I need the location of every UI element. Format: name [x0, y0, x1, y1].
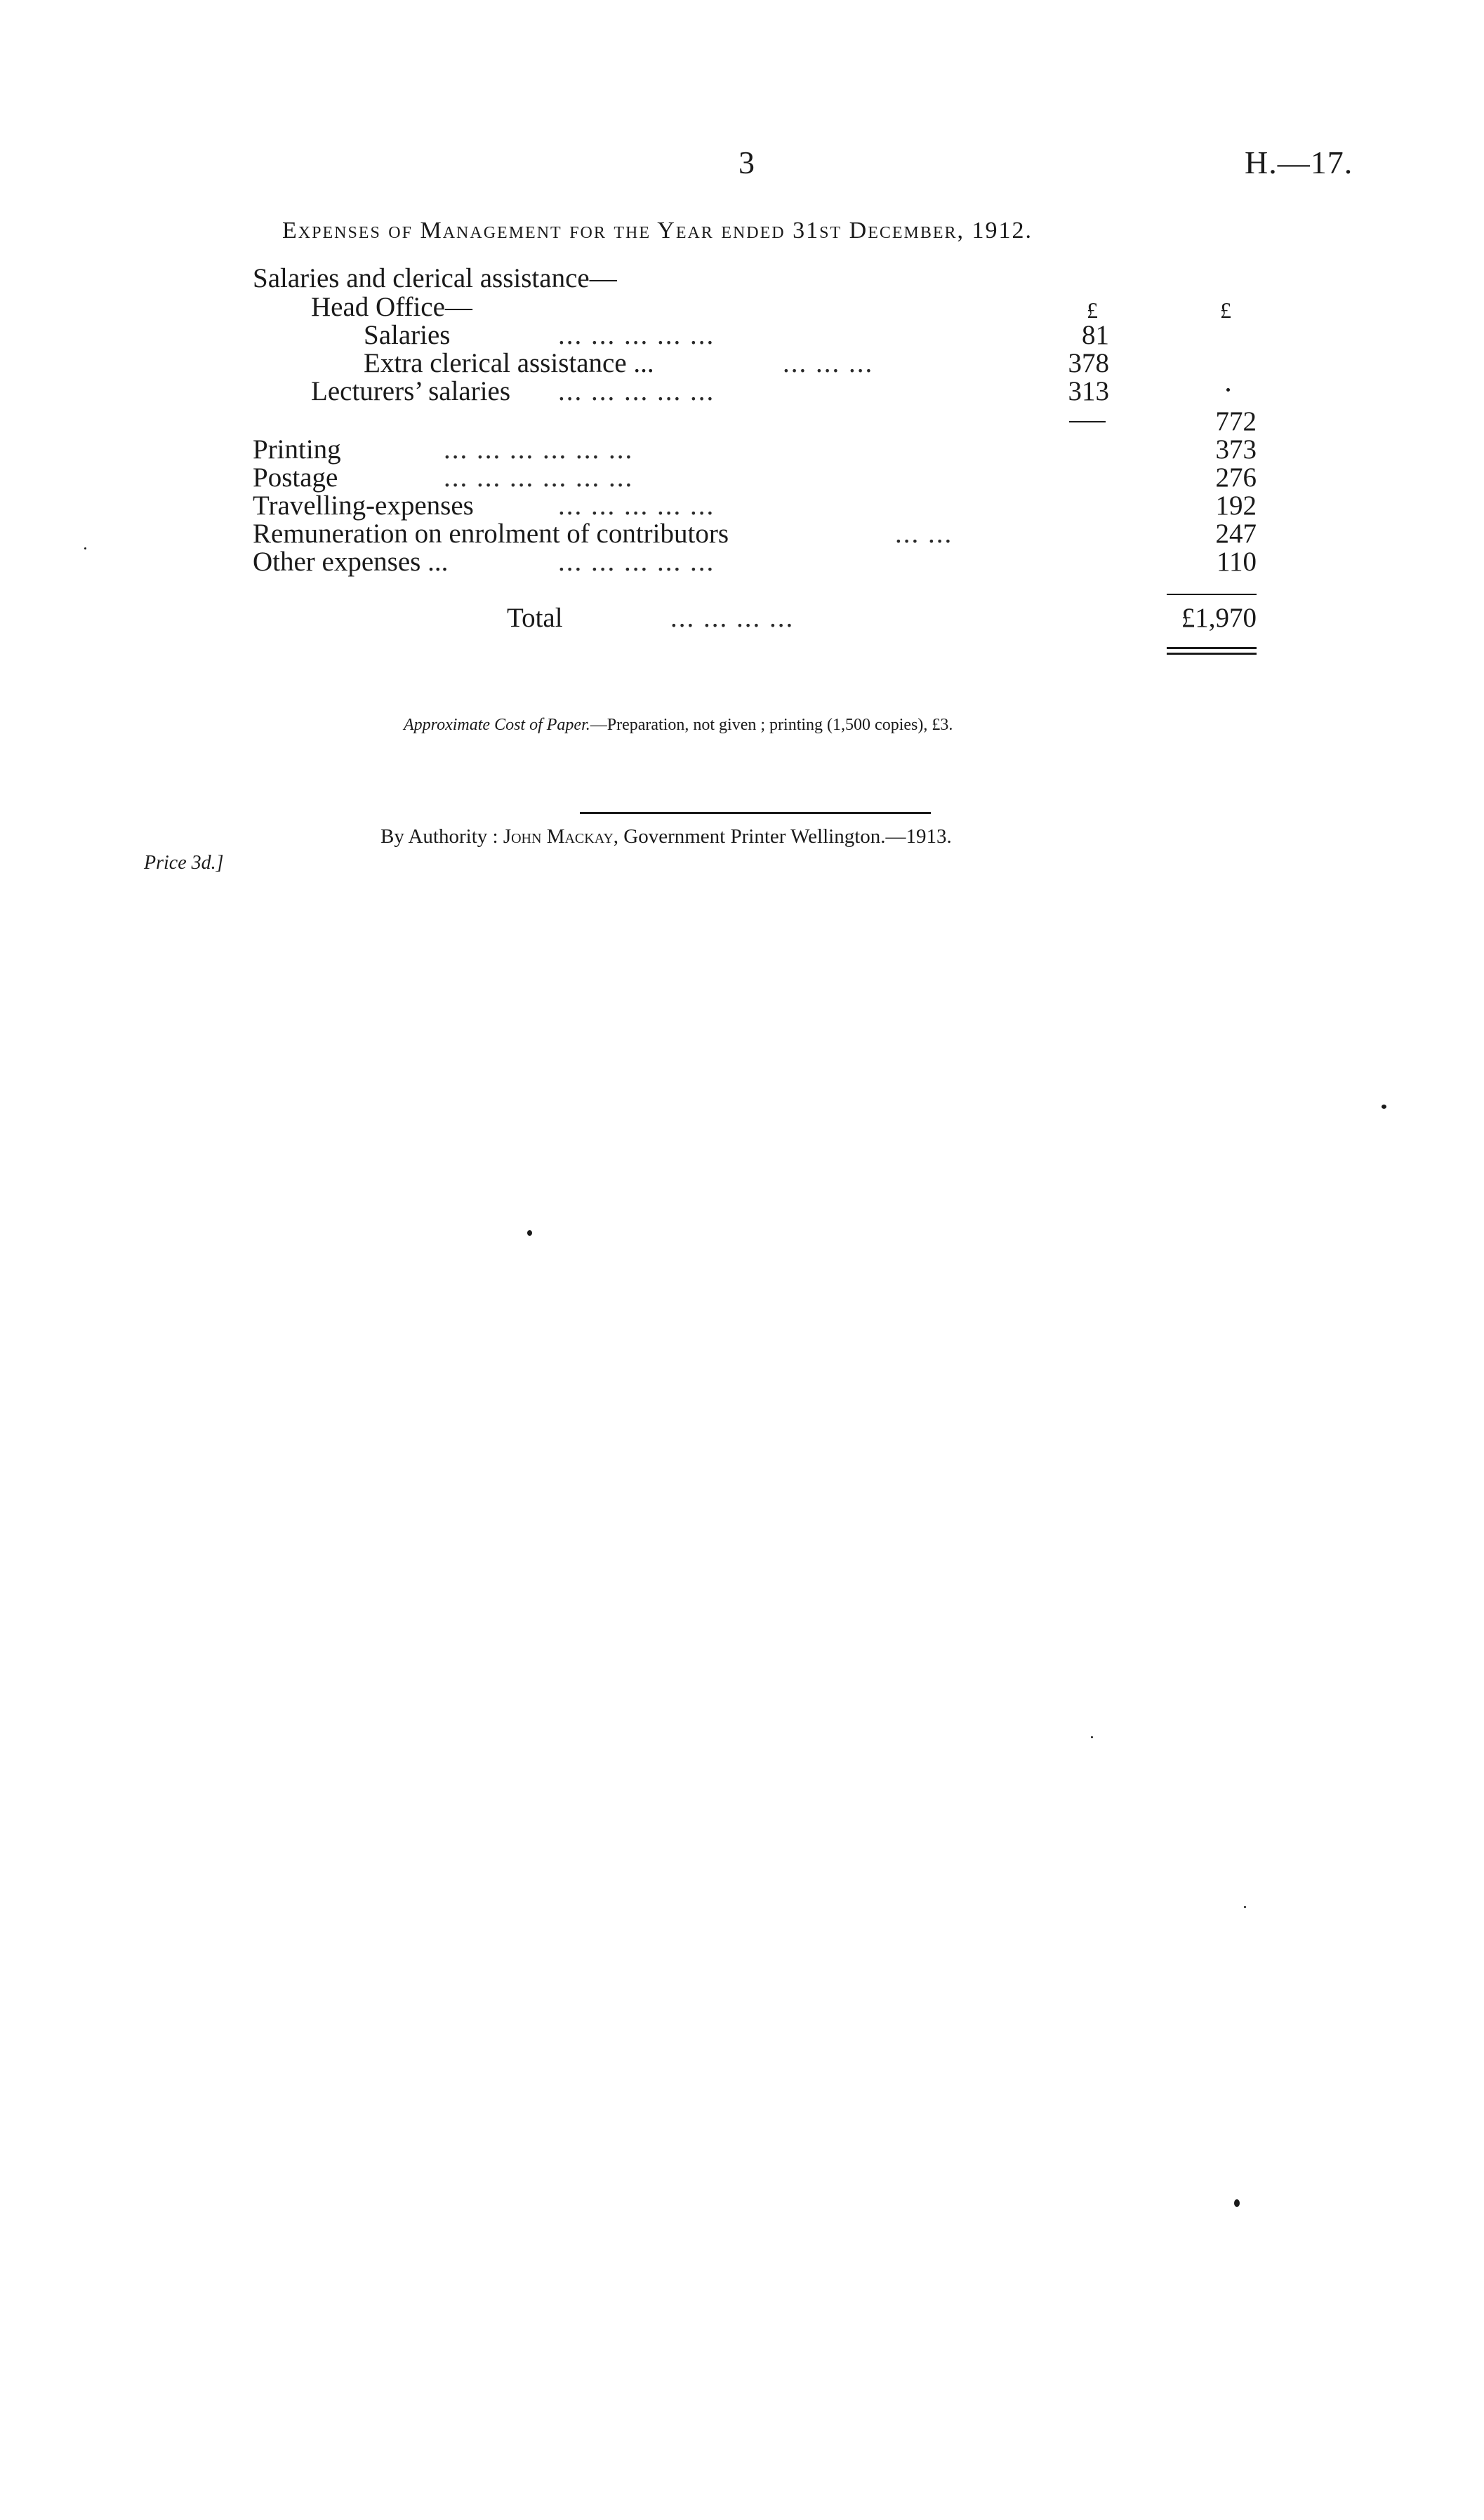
- outer-column-currency: £: [1220, 298, 1231, 323]
- leader-dots: ... ... ... ... ... ...: [444, 462, 634, 493]
- row-value-salaries: 81: [1082, 320, 1109, 350]
- imprint-line: [380, 825, 952, 848]
- salaries-subtotal: 772: [1215, 406, 1257, 436]
- row-value-postage: 276: [1215, 462, 1257, 493]
- group-label: Salaries and clerical assistance—: [253, 263, 617, 293]
- row-label-other: Other expenses ...: [253, 547, 449, 577]
- row-label-postage: Postage: [253, 462, 338, 493]
- imprint-prefix: By Authority :: [380, 825, 498, 848]
- leader-dots: ... ... ... ... ...: [558, 491, 715, 521]
- document-reference: H.—17.: [1245, 145, 1353, 180]
- scan-speck: [527, 1230, 532, 1236]
- scan-speck: [1244, 1906, 1246, 1908]
- total-double-rule-upper: [1167, 647, 1257, 649]
- row-label-salaries: Salaries: [364, 320, 451, 350]
- leader-dots: ... ... ... ... ...: [558, 547, 715, 577]
- row-value-remuneration: 247: [1215, 519, 1257, 549]
- cost-note-label: Approximate Cost of Paper.: [404, 716, 590, 734]
- subtotal-rule: [1069, 421, 1106, 422]
- leader-dots: ... ... ... ... ...: [558, 320, 715, 350]
- printer-name: John Mackay,: [503, 825, 619, 848]
- imprint-suffix: Government Printer Wellington.—1913.: [623, 825, 952, 848]
- row-label-printing: Printing: [253, 434, 341, 465]
- row-label-lecturers: Lecturers’ salaries: [311, 376, 511, 406]
- table-heading: Expenses of Management for the Year ended 31st December, 1912.: [282, 218, 1033, 244]
- leader-dots: ... ... ... ... ...: [558, 376, 715, 406]
- subgroup-label: Head Office—: [311, 292, 472, 322]
- scan-speck: [1382, 1105, 1386, 1109]
- cost-note-text: —Preparation, not given ; printing (1,500 copies), £3.: [590, 716, 953, 734]
- row-value-lecturers: 313: [1068, 376, 1109, 406]
- leader-dots: ... ... ... ... ... ...: [444, 434, 634, 465]
- leader-dots: ... ...: [895, 519, 953, 549]
- total-label: Total: [507, 603, 563, 633]
- leader-dots: ... ... ...: [783, 348, 874, 378]
- row-label-extra-clerical: Extra clerical assistance ...: [364, 348, 654, 378]
- page-number: 3: [738, 145, 755, 180]
- scan-speck: [1234, 2199, 1240, 2207]
- cost-note: [404, 716, 953, 735]
- row-label-travelling: Travelling-expenses: [253, 491, 474, 521]
- scan-speck: [1091, 1736, 1093, 1738]
- inner-column-currency: £: [1087, 298, 1098, 323]
- total-double-rule-lower: [1167, 653, 1257, 655]
- row-value-travelling: 192: [1215, 491, 1257, 521]
- price-note: Price 3d.]: [144, 852, 224, 874]
- scan-speck: [1226, 388, 1230, 392]
- scan-speck: [84, 547, 86, 549]
- leader-dots: ... ... ... ...: [670, 603, 795, 633]
- row-label-remuneration: Remuneration on enrolment of contributors: [253, 519, 729, 549]
- row-value-other: 110: [1216, 547, 1257, 577]
- total-top-rule: [1167, 594, 1257, 595]
- total-value: £1,970: [1181, 603, 1257, 633]
- imprint-divider: [580, 812, 931, 814]
- row-value-extra-clerical: 378: [1068, 348, 1109, 378]
- row-value-printing: 373: [1215, 434, 1257, 465]
